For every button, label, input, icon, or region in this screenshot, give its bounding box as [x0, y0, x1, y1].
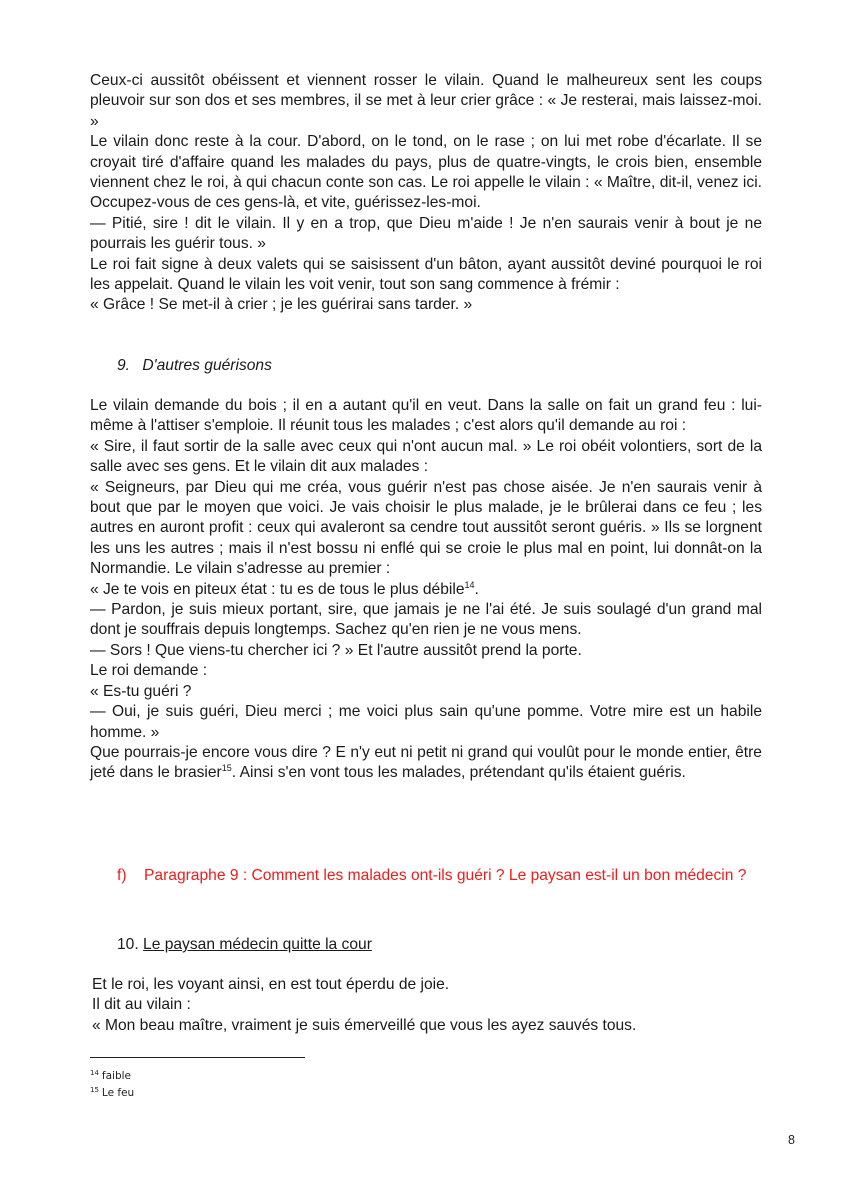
text-block-2	[90, 396, 762, 784]
paragraph	[90, 580, 762, 600]
footnote-number: 15	[90, 1085, 99, 1094]
paragraph: — Sors ! Que viens-tu chercher ici ? » Et l'autre aussitôt prend la porte.	[90, 641, 582, 659]
paragraph: Le roi fait signe à deux valets qui se saisissent d'un bâton, ayant aussitôt deviné pourquoi le roi les appelait. Quand le vilain les voit venir, tout son sang commence à frémir :	[90, 255, 762, 294]
section-title: D'autres guérisons	[142, 357, 272, 374]
section-10-heading	[117, 935, 372, 955]
paragraph-text: Que pourrais-je encore vous dire ? E n'y eut ni petit ni grand qui voulût pour le monde entier, être jeté dans le brasier	[90, 743, 762, 782]
paragraph: Et le roi, les voyant ainsi, en est tout éperdu de joie.	[92, 976, 450, 993]
footnotes	[90, 1068, 134, 1102]
section-9-heading	[117, 356, 272, 376]
paragraph: Il dit au vilain :	[92, 996, 191, 1014]
paragraph	[90, 743, 762, 784]
footnote-ref: 14	[464, 579, 475, 590]
question-marker: f)	[117, 867, 127, 884]
paragraph: « Es-tu guéri ?	[90, 682, 192, 700]
paragraph: « Seigneurs, par Dieu qui me créa, vous guérir n'est pas chose aisée. Je n'en saurais venir à bout que par le moyen que voici. Je vais choisir le plus malade, je le brûlerai dans ce feu ; les autres en auront profit : ceux qui avaleront sa cendre tout aussitôt seront guéris. » Ils se lorgnent les uns les autres ; mais il n'est bossu ni enflé qui se croie le plus mal en point, lui donnât-on la Normandie. Le vilain s'adresse au premier :	[90, 478, 762, 578]
question-text: Paragraphe 9 : Comment les malades ont-ils guéri ? Le paysan est-il un bon médecin ?	[144, 867, 747, 884]
paragraph: Le vilain donc reste à la cour. D'abord, on le tond, on le rase ; on lui met robe d'écarlate. Il se croyait tiré d'affaire quand les malades du pays, plus de quatre-vingts, le crois bien, ensemble viennent chez le roi, à qui chacun conte son cas. Le roi appelle le vilain : « Maître, dit-il, venez ici. Occupez-vous de ces gens-là, et vite, guérissez-les-moi.	[90, 133, 762, 212]
footnote-text: faible	[101, 1070, 132, 1082]
section-number: 9.	[117, 357, 131, 374]
paragraph: « Grâce ! Se met-il à crier ; je les guérirai sans tarder. »	[90, 296, 473, 314]
paragraph-text: « Je te vois en piteux état : tu es de tous le plus débile	[90, 580, 465, 598]
paragraph: — Oui, je suis guéri, Dieu merci ; me voici plus sain qu'une pomme. Votre mire est un habile homme. »	[90, 703, 762, 741]
section-number: 10.	[117, 936, 139, 953]
paragraph: Le roi demande :	[90, 662, 208, 680]
footnote-number: 14	[90, 1068, 99, 1077]
footnote-text: Le feu	[101, 1087, 135, 1099]
footnote-ref: 15	[221, 763, 232, 774]
paragraph: Ceux-ci aussitôt obéissent et viennent rosser le vilain. Quand le malheureux sent les coups pleuvoir sur son dos et ses membres, il se met à leur crier grâce : « Je resterai, mais laissez-moi. »	[90, 72, 762, 130]
text-block-3	[92, 975, 764, 1036]
footnote-separator	[90, 1057, 305, 1058]
paragraph: — Pardon, je suis mieux portant, sire, que jamais je ne l'ai été. Je suis soulagé d'un grand mal dont je souffrais depuis longtemps. Sachez qu'en rien je ne vous mens.	[90, 601, 762, 639]
section-title: Le paysan médecin quitte la cour	[143, 936, 372, 953]
text-block-1	[90, 71, 762, 316]
paragraph: Le vilain demande du bois ; il en a autant qu'il en veut. Dans la salle on fait un grand feu : lui-même à l'attiser s'emploie. Il réunit tous les malades ; c'est alors qu'il demande au roi :	[90, 397, 762, 435]
question-f	[117, 865, 757, 886]
paragraph: « Sire, il faut sortir de la salle avec ceux qui n'ont aucun mal. » Le roi obéit volontiers, sort de la salle avec ses gens. Et le vilain dit aux malades :	[90, 437, 762, 476]
page-number: 8	[788, 1133, 795, 1147]
footnote	[90, 1068, 134, 1085]
paragraph-text: .	[474, 580, 479, 598]
footnote	[90, 1085, 134, 1102]
paragraph: « Mon beau maître, vraiment je suis émerveillé que vous les ayez sauvés tous.	[92, 1016, 637, 1034]
paragraph: — Pitié, sire ! dit le vilain. Il y en a trop, que Dieu m'aide ! Je n'en saurais venir à bout je ne pourrais les guérir tous. »	[90, 214, 762, 253]
paragraph-text: . Ainsi s'en vont tous les malades, prétendant qu'ils étaient guéris.	[231, 764, 686, 782]
